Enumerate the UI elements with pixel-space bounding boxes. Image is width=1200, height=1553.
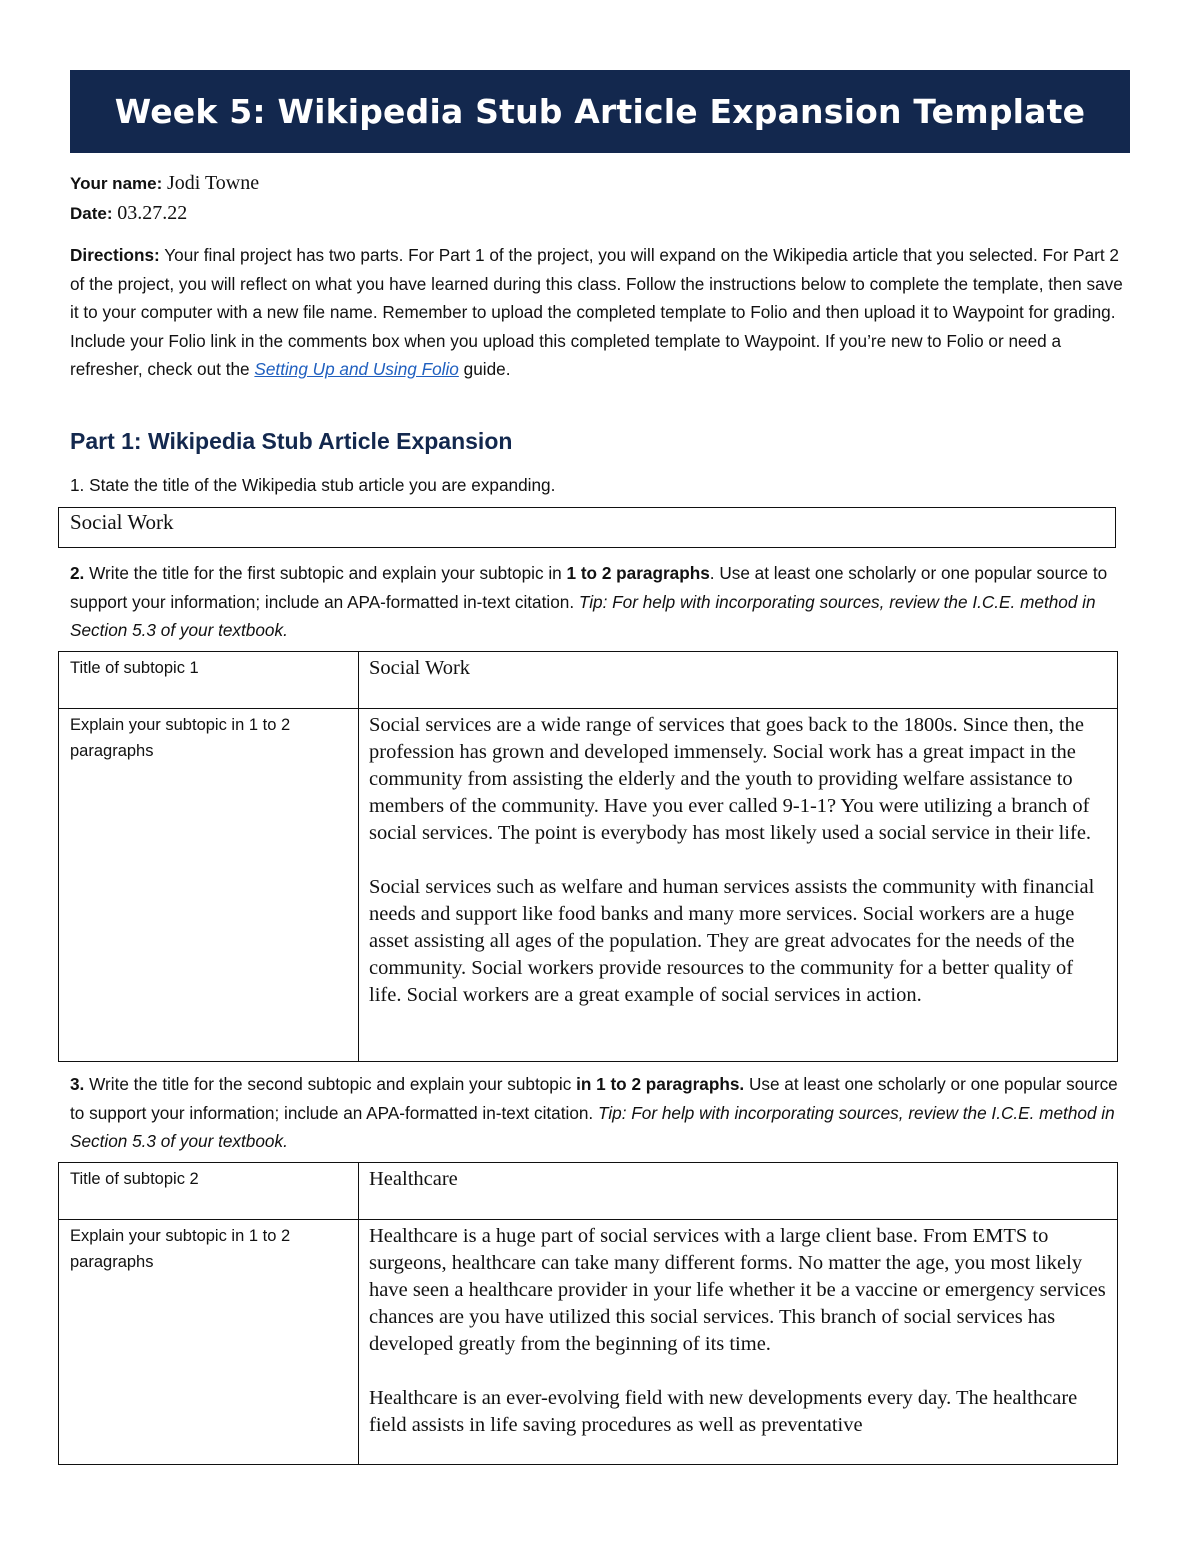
question-1-answer: Social Work bbox=[70, 510, 174, 534]
date-line bbox=[70, 202, 187, 225]
subtopic-1-title-value: Social Work bbox=[369, 657, 471, 679]
question-3-number: 3. bbox=[70, 1074, 85, 1094]
subtopic-2-title-cell[interactable] bbox=[359, 1163, 1118, 1220]
table-row bbox=[59, 652, 1118, 709]
page-title: Week 5: Wikipedia Stub Article Expansion Template bbox=[114, 92, 1086, 131]
name-value: Jodi Towne bbox=[167, 172, 260, 194]
subtopic-2-title-value: Healthcare bbox=[369, 1168, 458, 1190]
subtopic-2-explain-label: Explain your subtopic in 1 to 2 paragraphs bbox=[59, 1220, 359, 1465]
name-label: Your name: bbox=[70, 174, 163, 193]
date-value: 03.27.22 bbox=[117, 202, 188, 224]
question-3-tip: Tip: For help with incorporating sources, review the I.C.E. method in Section 5.3 of your textbook. bbox=[70, 1102, 1115, 1151]
directions-tail: guide. bbox=[458, 359, 511, 380]
subtopic-2-table bbox=[58, 1162, 1118, 1465]
question-3 bbox=[70, 1070, 1130, 1156]
table-row bbox=[59, 709, 1118, 1062]
question-2-text: Write the title for the first subtopic and explain your subtopic in bbox=[84, 563, 567, 583]
table-row bbox=[59, 1163, 1118, 1220]
question-2-tip: Tip: For help with incorporating sources, review the I.C.E. method in Section 5.3 of your textbook. bbox=[70, 591, 1096, 640]
subtopic-2-explain-cell[interactable] bbox=[359, 1220, 1118, 1465]
subtopic-2-paragraph-2: Healthcare is an ever-evolving field with new developments every day. The healthcare field assists in life saving procedures as well as preventative bbox=[369, 1387, 1078, 1436]
title-banner bbox=[70, 70, 1130, 153]
student-name-line bbox=[70, 172, 259, 195]
table-row bbox=[59, 1220, 1118, 1465]
date-label: Date: bbox=[70, 204, 113, 223]
directions-label: Directions: bbox=[70, 245, 160, 265]
question-3-emphasis: in 1 to 2 paragraphs. bbox=[576, 1074, 745, 1094]
question-2-emphasis: 1 to 2 paragraphs bbox=[566, 563, 710, 583]
folio-guide-link[interactable]: Setting Up and Using Folio bbox=[254, 359, 459, 380]
subtopic-1-paragraph-2: Social services such as welfare and human services assists the community with financial needs and support like food banks and many more services. Social workers are a huge asset assisting all ages of the population. They are great advocates for the needs of the community. Social workers provide resources to the community for a better quality of life. Social workers are a great example of social services in action. bbox=[369, 876, 1095, 1006]
directions-text: Your final project has two parts. For Part 1 of the project, you will expand on the Wikipedia article that you selected. For Part 2 of the project, you will reflect on what you have learned during this class. Follow the instructions below to complete the template, then save it to your computer with a new file name. Remember to upload the completed template to Folio and then upload it to Waypoint for grading. Include your Folio link in the comments box when you upload this completed template to Waypoint. If you’re new to Folio or need a refresher, check out the bbox=[70, 245, 1123, 380]
subtopic-1-table bbox=[58, 651, 1118, 1062]
question-3-text-cont: Use at least one scholarly or one popular source to support your information; include an APA-formatted in-text citation. bbox=[70, 1074, 1118, 1123]
subtopic-1-title-cell[interactable] bbox=[359, 652, 1118, 709]
subtopic-1-explain-cell[interactable] bbox=[359, 709, 1118, 1062]
question-1: 1. State the title of the Wikipedia stub article you are expanding. bbox=[70, 475, 556, 495]
question-2-text-cont: . Use at least one scholarly or one popular source to support your information; include an APA-formatted in-text citation. bbox=[70, 563, 1108, 612]
subtopic-1-title-label: Title of subtopic 1 bbox=[59, 652, 359, 709]
question-2 bbox=[70, 559, 1130, 645]
subtopic-2-paragraph-1: Healthcare is a huge part of social services with a large client base. From EMTS to surgeons, healthcare can take many different forms. No matter the age, you most likely have seen a healthcare provider in your life whether it be a vaccine or emergency services chances are you have utilized this social services. This branch of social services has developed greatly from the beginning of its time. bbox=[369, 1225, 1106, 1355]
question-3-text: Write the title for the second subtopic and explain your subtopic bbox=[84, 1074, 577, 1094]
question-2-number: 2. bbox=[70, 563, 85, 583]
directions-paragraph bbox=[70, 241, 1130, 384]
question-1-answer-box[interactable] bbox=[58, 507, 1116, 548]
subtopic-2-title-label: Title of subtopic 2 bbox=[59, 1163, 359, 1220]
subtopic-1-paragraph-1: Social services are a wide range of services that goes back to the 1800s. Since then, the profession has grown and developed immensely. Social work has a great impact in the community from assisting the elderly and the youth to providing welfare assistance to members of the community. Have you ever called 9-1-1? You were utilizing a branch of social services. The point is everybody has most likely used a social service in their life. bbox=[369, 714, 1092, 844]
subtopic-1-explain-label: Explain your subtopic in 1 to 2 paragraphs bbox=[59, 709, 359, 1062]
part1-heading: Part 1: Wikipedia Stub Article Expansion bbox=[70, 428, 513, 454]
